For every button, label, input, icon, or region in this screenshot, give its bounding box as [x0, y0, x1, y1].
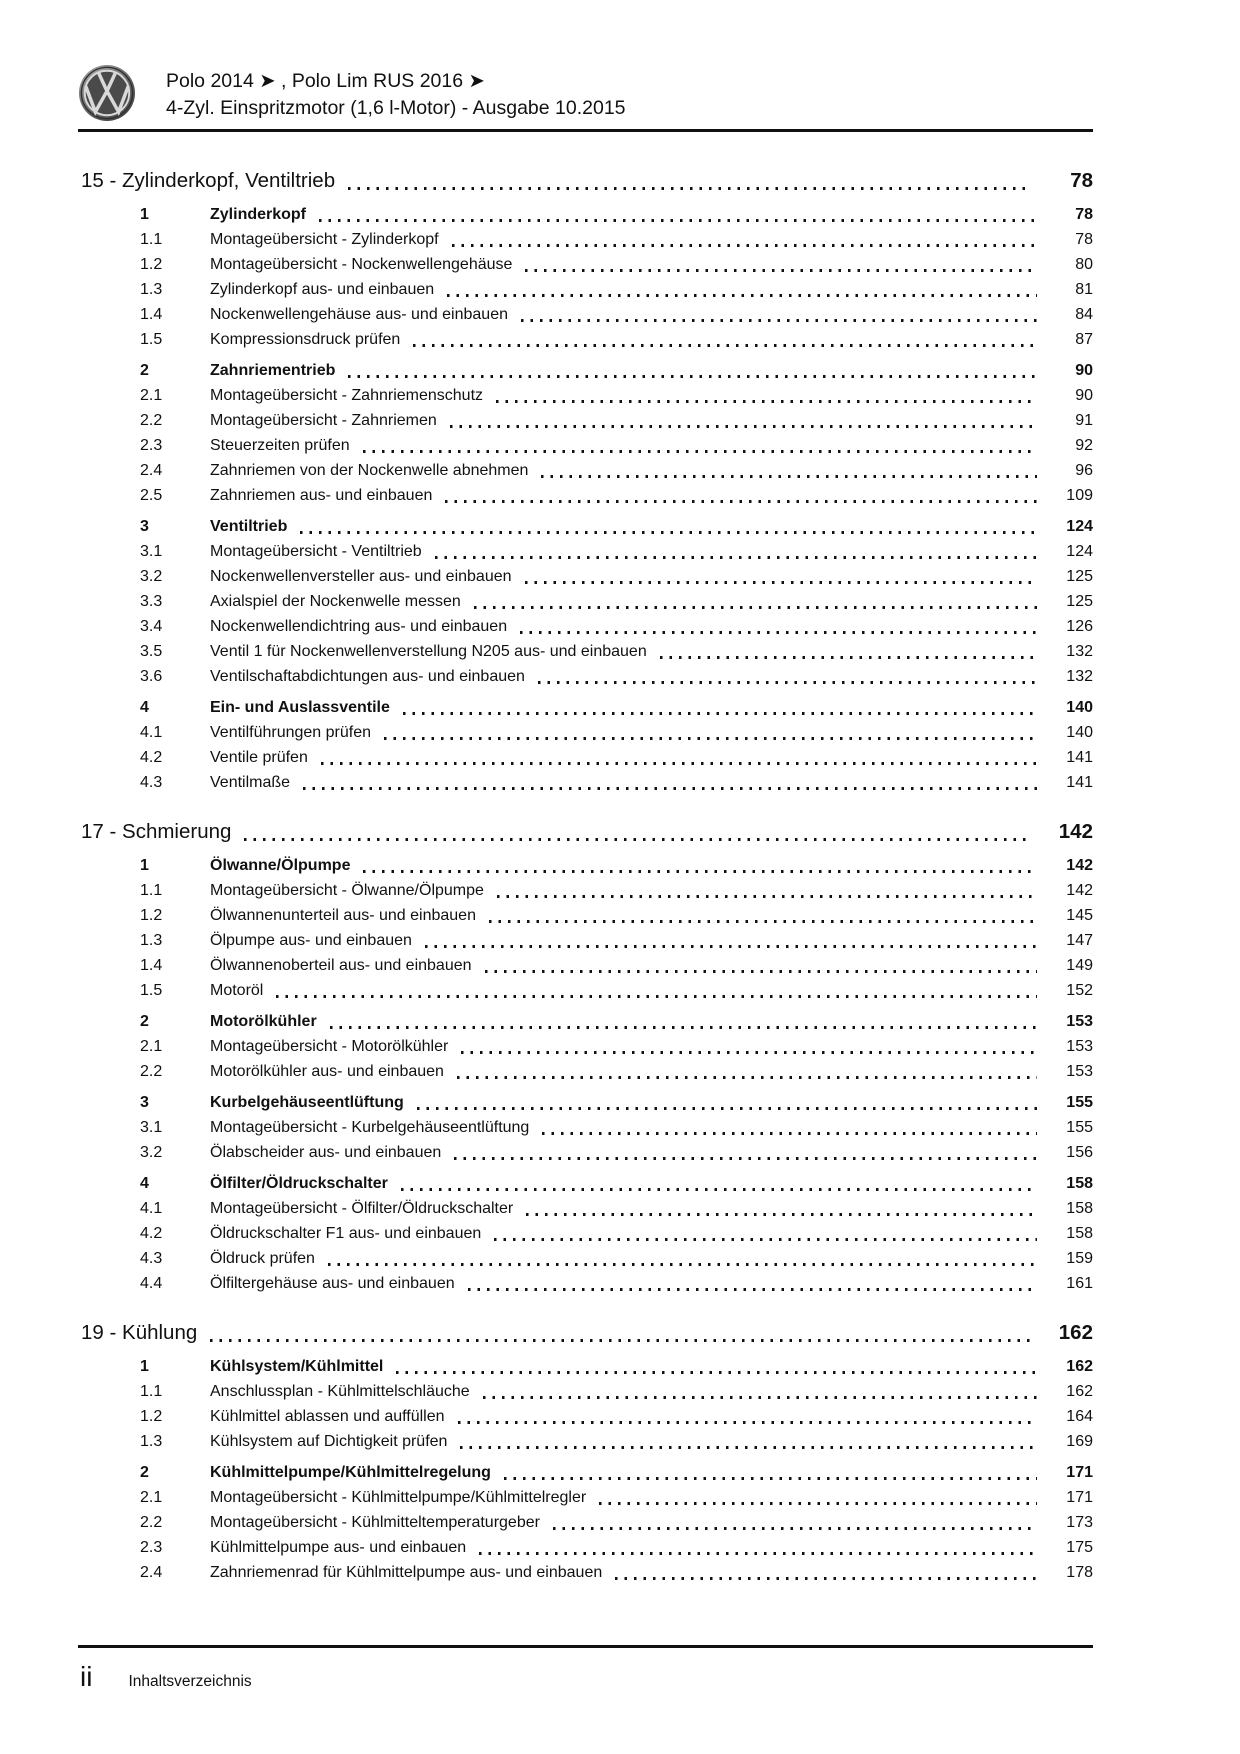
entry-page-number: 125	[1066, 593, 1093, 610]
entry-number: 2.1	[140, 387, 163, 404]
entry-page-number: 126	[1066, 618, 1093, 635]
entry-title: Montageübersicht - Nockenwellengehäuse	[210, 256, 513, 273]
entry-number: 4.1	[140, 1200, 163, 1217]
toc-row	[78, 1560, 1093, 1585]
toc-row	[78, 433, 1093, 458]
toc-row	[78, 327, 1093, 352]
entry-title: Öldruckschalter F1 aus- und einbauen	[210, 1225, 482, 1242]
toc-row	[78, 770, 1093, 795]
entry-page-number: 141	[1066, 774, 1093, 791]
entry-title: Zahnriemenrad für Kühlmittelpumpe aus- und einbauen	[210, 1564, 603, 1581]
entry-page-number: 90	[1075, 362, 1093, 379]
entry-page-number: 153	[1066, 1063, 1093, 1080]
toc-row	[78, 664, 1093, 689]
entry-number: 4.3	[140, 774, 163, 791]
toc-row	[78, 252, 1093, 277]
toc-row	[78, 1246, 1093, 1271]
entry-title: Motorölkühler	[210, 1013, 317, 1030]
dotted-leader	[520, 614, 1037, 639]
toc-chapter	[78, 166, 1093, 795]
toc-row	[78, 483, 1093, 508]
entry-page-number: 84	[1075, 306, 1093, 323]
entry-number: 1.3	[140, 932, 163, 949]
entry-page-number: 161	[1066, 1275, 1093, 1292]
toc-row	[78, 358, 1093, 383]
entry-title: Montageübersicht - Ölfilter/Öldruckschalter	[210, 1200, 514, 1217]
toc	[78, 132, 1093, 1585]
dotted-leader	[348, 166, 1031, 196]
entry-page-number: 124	[1066, 518, 1093, 535]
entry-page-number: 87	[1075, 331, 1093, 348]
toc-row	[78, 1196, 1093, 1221]
dotted-leader	[450, 408, 1037, 433]
dotted-leader	[328, 1246, 1037, 1271]
toc-row	[78, 745, 1093, 770]
dotted-leader	[319, 202, 1037, 227]
entry-number: 1.1	[140, 231, 163, 248]
entry-page-number: 132	[1066, 668, 1093, 685]
header-model-line: Polo 2014 ➤ , Polo Lim RUS 2016 ➤	[166, 70, 485, 92]
entry-page-number: 171	[1066, 1489, 1093, 1506]
entry-title: Kurbelgehäuseentlüftung	[210, 1094, 404, 1111]
entry-title: Ölfilter/Öldruckschalter	[210, 1175, 388, 1192]
toc-row	[78, 564, 1093, 589]
entry-page-number: 124	[1066, 543, 1093, 560]
entry-number: 3.4	[140, 618, 163, 635]
dotted-leader	[504, 1460, 1037, 1485]
dotted-leader	[615, 1560, 1037, 1585]
entry-title: Kühlmittelpumpe aus- und einbauen	[210, 1539, 467, 1556]
entry-number: 1.5	[140, 331, 163, 348]
entry-page-number: 171	[1066, 1464, 1093, 1481]
entry-title: Montageübersicht - Kurbelgehäuseentlüftung	[210, 1119, 530, 1136]
entry-number: 2.1	[140, 1038, 163, 1055]
entry-title: Ölwanne/Ölpumpe	[210, 857, 351, 874]
dotted-leader	[445, 483, 1037, 508]
toc-row	[78, 1535, 1093, 1560]
entry-page-number: 109	[1066, 487, 1093, 504]
entry-title: Montageübersicht - Ventiltrieb	[210, 543, 422, 560]
dotted-leader	[474, 589, 1037, 614]
entry-title: Montageübersicht - Kühlmittelpumpe/Kühlmittelregler	[210, 1489, 587, 1506]
entry-title: Ölabscheider aus- und einbauen	[210, 1144, 442, 1161]
chapter-entries	[78, 853, 1093, 1296]
dotted-leader	[413, 327, 1037, 352]
entry-title: Nockenwellengehäuse aus- und einbauen	[210, 306, 508, 323]
entry-number: 4	[140, 1175, 149, 1192]
entry-number: 4.4	[140, 1275, 163, 1292]
entry-number: 4.2	[140, 1225, 163, 1242]
toc-row	[78, 953, 1093, 978]
entry-page-number: 142	[1066, 882, 1093, 899]
entry-number: 1.3	[140, 1433, 163, 1450]
dotted-leader	[403, 695, 1037, 720]
entry-number: 2	[140, 1464, 149, 1481]
dotted-leader	[457, 1059, 1037, 1084]
entry-page-number: 178	[1066, 1564, 1093, 1581]
entry-page-number: 158	[1066, 1175, 1093, 1192]
entry-page-number: 169	[1066, 1433, 1093, 1450]
toc-chapter-heading	[78, 166, 1093, 196]
entry-title: Zahnriemen von der Nockenwelle abnehmen	[210, 462, 529, 479]
toc-row	[78, 1404, 1093, 1429]
entry-page-number: 147	[1066, 932, 1093, 949]
page-header	[78, 0, 1093, 122]
entry-number: 1.2	[140, 256, 163, 273]
vw-logo-icon	[78, 64, 136, 122]
dotted-leader	[525, 252, 1037, 277]
toc-row	[78, 1354, 1093, 1379]
entry-title: Zahnriemen aus- und einbauen	[210, 487, 433, 504]
entry-number: 3.1	[140, 1119, 163, 1136]
entry-page-number: 155	[1066, 1119, 1093, 1136]
dotted-leader	[396, 1354, 1037, 1379]
entry-page-number: 164	[1066, 1408, 1093, 1425]
header-engine-line: 4-Zyl. Einspritzmotor (1,6 l-Motor) - Ausgabe 10.2015	[166, 97, 626, 119]
entry-number: 2.3	[140, 437, 163, 454]
entry-number: 4.2	[140, 749, 163, 766]
dotted-leader	[483, 1379, 1037, 1404]
entry-title: Ventiltrieb	[210, 518, 288, 535]
entry-title: Ventile prüfen	[210, 749, 308, 766]
entry-title: Motorölkühler aus- und einbauen	[210, 1063, 444, 1080]
entry-title: Montageübersicht - Motorölkühler	[210, 1038, 449, 1055]
toc-row	[78, 1090, 1093, 1115]
toc-row	[78, 227, 1093, 252]
entry-number: 1.3	[140, 281, 163, 298]
chapter-title: 15 - Zylinderkopf, Ventiltrieb	[81, 169, 336, 192]
entry-page-number: 149	[1066, 957, 1093, 974]
entry-number: 1.4	[140, 957, 163, 974]
entry-page-number: 140	[1066, 724, 1093, 741]
toc-row	[78, 1140, 1093, 1165]
dotted-leader	[244, 817, 1031, 847]
toc-row	[78, 978, 1093, 1003]
toc-chapter	[78, 1318, 1093, 1585]
dotted-leader	[460, 1429, 1037, 1454]
entry-number: 3	[140, 1094, 149, 1111]
toc-chapter-heading	[78, 817, 1093, 847]
entry-title: Ölwannenoberteil aus- und einbauen	[210, 957, 472, 974]
entry-page-number: 96	[1075, 462, 1093, 479]
entry-page-number: 152	[1066, 982, 1093, 999]
dotted-leader	[541, 458, 1037, 483]
entry-title: Zylinderkopf aus- und einbauen	[210, 281, 435, 298]
toc-row	[78, 1059, 1093, 1084]
dotted-leader	[384, 720, 1037, 745]
entry-title: Montageübersicht - Zylinderkopf	[210, 231, 439, 248]
dotted-leader	[458, 1404, 1037, 1429]
entry-page-number: 162	[1066, 1383, 1093, 1400]
entry-title: Ventilführungen prüfen	[210, 724, 372, 741]
dotted-leader	[348, 358, 1037, 383]
chapter-title: 19 - Kühlung	[81, 1321, 198, 1344]
entry-number: 2.5	[140, 487, 163, 504]
toc-row	[78, 1009, 1093, 1034]
dotted-leader	[599, 1485, 1037, 1510]
toc-row	[78, 514, 1093, 539]
dotted-leader	[401, 1171, 1037, 1196]
entry-title: Kühlmittel ablassen und auffüllen	[210, 1408, 445, 1425]
entry-number: 2.2	[140, 412, 163, 429]
entry-page-number: 78	[1075, 206, 1093, 223]
page-footer	[78, 1645, 1093, 1692]
toc-chapter	[78, 817, 1093, 1296]
dotted-leader	[497, 878, 1037, 903]
entry-title: Öldruck prüfen	[210, 1250, 315, 1267]
entry-number: 3.2	[140, 1144, 163, 1161]
entry-title: Kühlmittelpumpe/Kühlmittelregelung	[210, 1464, 491, 1481]
entry-title: Ventilmaße	[210, 774, 291, 791]
entry-number: 3.2	[140, 568, 163, 585]
toc-row	[78, 1221, 1093, 1246]
entry-title: Montageübersicht - Zahnriemen	[210, 412, 437, 429]
entry-number: 3.1	[140, 543, 163, 560]
entry-number: 1.1	[140, 882, 163, 899]
entry-number: 3.6	[140, 668, 163, 685]
dotted-leader	[330, 1009, 1037, 1034]
entry-title: Zylinderkopf	[210, 206, 307, 223]
entry-page-number: 155	[1066, 1094, 1093, 1111]
entry-title: Nockenwellenversteller aus- und einbauen	[210, 568, 512, 585]
chapter-page-number: 78	[1070, 169, 1093, 192]
entry-page-number: 162	[1066, 1358, 1093, 1375]
entry-number: 1.5	[140, 982, 163, 999]
dotted-leader	[538, 664, 1037, 689]
toc-row	[78, 383, 1093, 408]
entry-title: Ventil 1 für Nockenwellenverstellung N205 aus- und einbauen	[210, 643, 647, 660]
toc-row	[78, 589, 1093, 614]
chapter-page-number: 142	[1058, 820, 1093, 843]
entry-number: 1.2	[140, 1408, 163, 1425]
dotted-leader	[553, 1510, 1037, 1535]
toc-row	[78, 1034, 1093, 1059]
footer-page-number: ii	[80, 1661, 93, 1692]
toc-row	[78, 695, 1093, 720]
dotted-leader	[447, 277, 1037, 302]
chapter-title: 17 - Schmierung	[81, 820, 232, 843]
chapter-page-number: 162	[1058, 1321, 1093, 1344]
entry-number: 2.1	[140, 1489, 163, 1506]
entry-number: 2.2	[140, 1063, 163, 1080]
entry-number: 2.2	[140, 1514, 163, 1531]
dotted-leader	[485, 953, 1037, 978]
toc-row	[78, 928, 1093, 953]
dotted-leader	[526, 1196, 1037, 1221]
entry-number: 2.3	[140, 1539, 163, 1556]
entry-number: 1	[140, 206, 149, 223]
dotted-leader	[494, 1221, 1037, 1246]
dotted-leader	[276, 978, 1037, 1003]
entry-title: Ölwannenunterteil aus- und einbauen	[210, 907, 476, 924]
entry-number: 1.1	[140, 1383, 163, 1400]
entry-page-number: 142	[1066, 857, 1093, 874]
dotted-leader	[479, 1535, 1037, 1560]
entry-title: Zahnriementrieb	[210, 362, 336, 379]
entry-number: 2.4	[140, 1564, 163, 1581]
toc-row	[78, 408, 1093, 433]
entry-page-number: 175	[1066, 1539, 1093, 1556]
toc-row	[78, 458, 1093, 483]
entry-title: Steuerzeiten prüfen	[210, 437, 350, 454]
toc-row	[78, 903, 1093, 928]
entry-title: Ölfiltergehäuse aus- und einbauen	[210, 1275, 455, 1292]
entry-number: 1	[140, 1358, 149, 1375]
dotted-leader	[417, 1090, 1037, 1115]
toc-row	[78, 1429, 1093, 1454]
entry-page-number: 158	[1066, 1225, 1093, 1242]
entry-page-number: 153	[1066, 1013, 1093, 1030]
footer-section-label: Inhaltsverzeichnis	[128, 1673, 252, 1690]
dotted-leader	[489, 903, 1037, 928]
entry-page-number: 90	[1075, 387, 1093, 404]
entry-title: Kompressionsdruck prüfen	[210, 331, 401, 348]
entry-page-number: 91	[1075, 412, 1093, 429]
entry-page-number: 145	[1066, 907, 1093, 924]
entry-title: Montageübersicht - Zahnriemenschutz	[210, 387, 484, 404]
toc-row	[78, 1460, 1093, 1485]
entry-page-number: 78	[1075, 231, 1093, 248]
entry-page-number: 159	[1066, 1250, 1093, 1267]
dotted-leader	[321, 745, 1037, 770]
toc-row	[78, 277, 1093, 302]
toc-row	[78, 1115, 1093, 1140]
dotted-leader	[542, 1115, 1037, 1140]
entry-title: Axialspiel der Nockenwelle messen	[210, 593, 461, 610]
entry-title: Montageübersicht - Kühlmitteltemperaturgeber	[210, 1514, 540, 1531]
dotted-leader	[461, 1034, 1037, 1059]
dotted-leader	[303, 770, 1037, 795]
entry-number: 2	[140, 362, 149, 379]
toc-row	[78, 853, 1093, 878]
dotted-leader	[452, 227, 1037, 252]
entry-number: 2.4	[140, 462, 163, 479]
entry-number: 4.3	[140, 1250, 163, 1267]
dotted-leader	[521, 302, 1037, 327]
entry-title: Motoröl	[210, 982, 264, 999]
entry-page-number: 80	[1075, 256, 1093, 273]
dotted-leader	[496, 383, 1037, 408]
entry-page-number: 81	[1075, 281, 1093, 298]
entry-title: Kühlsystem/Kühlmittel	[210, 1358, 384, 1375]
entry-title: Ölpumpe aus- und einbauen	[210, 932, 412, 949]
entry-title: Kühlsystem auf Dichtigkeit prüfen	[210, 1433, 448, 1450]
entry-title: Nockenwellendichtring aus- und einbauen	[210, 618, 508, 635]
toc-row	[78, 302, 1093, 327]
toc-chapter-heading	[78, 1318, 1093, 1348]
dotted-leader	[210, 1318, 1031, 1348]
toc-row	[78, 1510, 1093, 1535]
entry-number: 2	[140, 1013, 149, 1030]
entry-title: Montageübersicht - Ölwanne/Ölpumpe	[210, 882, 484, 899]
toc-row	[78, 1379, 1093, 1404]
entry-page-number: 132	[1066, 643, 1093, 660]
entry-number: 4	[140, 699, 149, 716]
entry-number: 3.5	[140, 643, 163, 660]
entry-number: 3	[140, 518, 149, 535]
chapter-entries	[78, 202, 1093, 795]
dotted-leader	[435, 539, 1037, 564]
dotted-leader	[425, 928, 1037, 953]
entry-title: Ventilschaftabdichtungen aus- und einbauen	[210, 668, 525, 685]
toc-row	[78, 202, 1093, 227]
entry-page-number: 153	[1066, 1038, 1093, 1055]
dotted-leader	[363, 853, 1037, 878]
dotted-leader	[525, 564, 1037, 589]
entry-page-number: 141	[1066, 749, 1093, 766]
entry-page-number: 92	[1075, 437, 1093, 454]
entry-number: 1.2	[140, 907, 163, 924]
entry-number: 1.4	[140, 306, 163, 323]
dotted-leader	[454, 1140, 1037, 1165]
dotted-leader	[300, 514, 1037, 539]
entry-page-number: 173	[1066, 1514, 1093, 1531]
toc-row	[78, 1271, 1093, 1296]
toc-row	[78, 1485, 1093, 1510]
toc-row	[78, 614, 1093, 639]
toc-row	[78, 639, 1093, 664]
chapter-entries	[78, 1354, 1093, 1585]
entry-title: Ein- und Auslassventile	[210, 699, 390, 716]
dotted-leader	[363, 433, 1037, 458]
entry-title: Anschlussplan - Kühlmittelschläuche	[210, 1383, 470, 1400]
toc-row	[78, 878, 1093, 903]
entry-number: 1	[140, 857, 149, 874]
entry-number: 3.3	[140, 593, 163, 610]
entry-page-number: 125	[1066, 568, 1093, 585]
toc-row	[78, 539, 1093, 564]
toc-row	[78, 1171, 1093, 1196]
toc-row	[78, 720, 1093, 745]
dotted-leader	[660, 639, 1037, 664]
entry-number: 4.1	[140, 724, 163, 741]
entry-page-number: 156	[1066, 1144, 1093, 1161]
dotted-leader	[468, 1271, 1037, 1296]
entry-page-number: 140	[1066, 699, 1093, 716]
entry-page-number: 158	[1066, 1200, 1093, 1217]
